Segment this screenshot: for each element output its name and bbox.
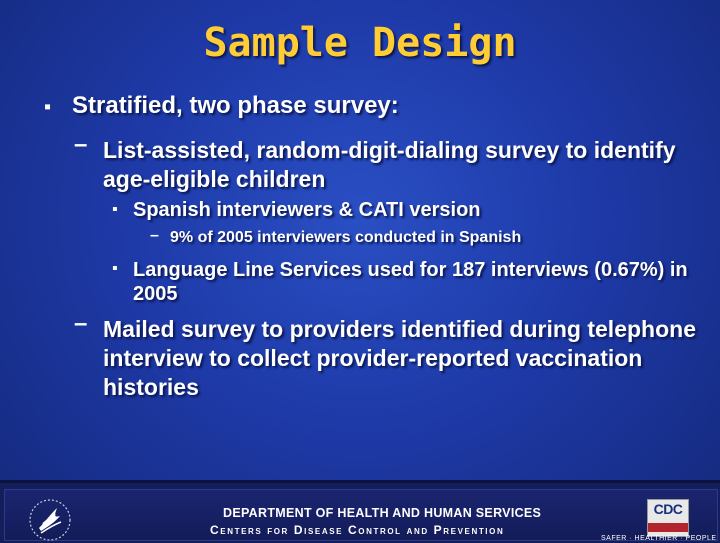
dash-bullet-icon: – xyxy=(150,227,159,244)
department-name: DEPARTMENT OF HEALTH AND HUMAN SERVICES xyxy=(223,506,542,520)
cdc-tagline: SAFER · HEALTHIER · PEOPLE xyxy=(601,535,717,542)
square-bullet-icon: ▪ xyxy=(112,260,118,277)
cdc-logo-icon xyxy=(647,499,689,537)
bullet-rdd-survey: List-assisted, random-digit-dialing survey to identify age-eligible children xyxy=(103,137,676,192)
square-bullet-icon: ▪ xyxy=(44,96,52,118)
footer-panel xyxy=(4,489,718,541)
bullet-level1: Stratified, two phase survey: xyxy=(72,92,399,119)
dash-bullet-icon: – xyxy=(74,131,88,158)
bullet-spanish-percent: 9% of 2005 interviewers conducted in Spanish xyxy=(170,229,522,246)
bullet-spanish-interviewers: Spanish interviewers & CATI version xyxy=(133,199,481,221)
cdc-logo-stripe xyxy=(648,523,688,532)
cdc-logo-text: CDC xyxy=(653,501,683,517)
dash-bullet-icon: – xyxy=(74,310,88,337)
slide-title: Sample Design xyxy=(203,20,517,66)
cdc-full-name: Centers for Disease Control and Prevention xyxy=(210,523,505,537)
hhs-eagle-logo-icon xyxy=(27,498,73,542)
bullet-language-line: Language Line Services used for 187 interviews (0.67%) in 2005 xyxy=(133,259,688,305)
footer-bar xyxy=(0,480,720,543)
bullet-mailed-survey: Mailed survey to providers identified during telephone interview to collect provider-reported vaccination histories xyxy=(103,316,696,400)
square-bullet-icon: ▪ xyxy=(112,201,118,218)
